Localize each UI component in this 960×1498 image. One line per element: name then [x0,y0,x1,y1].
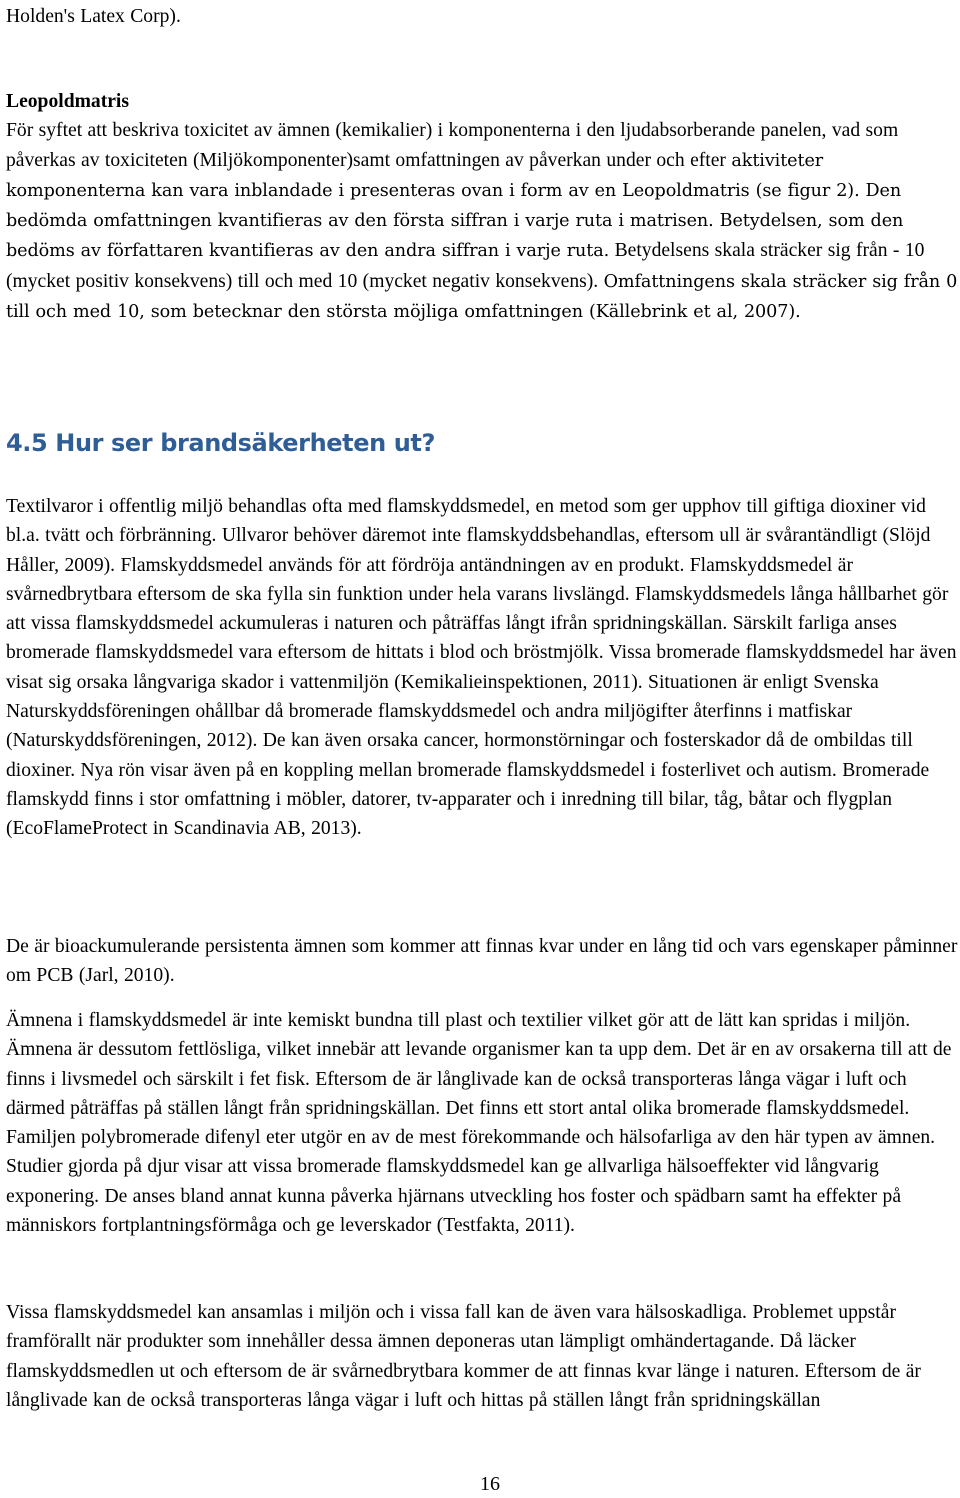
leopold-title: Leopoldmatris [6,91,130,112]
leopold-text-a: För syftet att beskriva toxicitet av ämnen (kemikalier) i komponenterna i den ljudabsorberande panelen, vad som påverkas av toxiciteten (Miljökomponenter)samt omfattningen av påverkan under och efter [6,120,899,171]
paragraph-1: Textilvaror i offentlig miljö behandlas ofta med flamskyddsmedel, en metod som ger upphov till giftiga dioxiner vid bl.a. tvätt och förbränning. Ullvaror behöver däremot inte flamskyddsbehandlas, eftersom ull är svårantändligt (Slöjd Håller, 2009). Flamskyddsmedel används för att fördröja antändningen av en produkt. Flamskyddsmedel är svårnedbrytbara eftersom de ska fylla sin funktion under hela varans livslängd. Flamskyddsmedels långa hållbarhet gör att vissa flamskyddsmedel ackumuleras i naturen och påträffas långt ifrån spridningskällan. Särskilt farliga anses bromerade flamskyddsmedel vara eftersom de hittats i blod och bröstmjölk. Vissa bromerade flamskyddsmedel har även visat sig orsaka långvariga skador i vattenmiljön (Kemikalieinspektionen, 2011). Situationen är enligt Svenska Naturskyddsföreningen ohållbar då bromerade flamskyddsmedel och andra miljögifter återfinns i matfiskar (Naturskyddsföreningen, 2012). De kan även orsaka cancer, hormonstörningar och fosterskador då de ombildas till dioxiner. Nya rön visar även på en koppling mellan bromerade flamskyddsmedel i fosterlivet och autism. Bromerade flamskydd finns i stor omfattning i möbler, datorer, tv-apparater och i inredning till bilar, tåg, båtar och flygplan (EcoFlameProtect in Scandinavia AB, 2013). [6,496,957,840]
section-heading: 4.5 Hur ser brandsäkerheten ut? [6,429,436,457]
leopold-text-d: Omfattningens skala sträcker sig från 0 till och med 10, som betecknar den största möjliga omfattningen (Källebrink et al, 2007). [6,271,958,323]
leopold-text-c: Betydelsens skala sträcker sig från - 10 (mycket positiv konsekvens) till och med 10 (mycket negativ konsekvens). [6,240,925,292]
page-number: 16 [480,1473,500,1495]
paragraph-4: Vissa flamskyddsmedel kan ansamlas i miljön och i vissa fall kan de även vara hälsoskadliga. Problemet uppstår framförallt när produkter som innehåller dessa ämnen deponeras utan lämpligt omhändertagande. Då läcker flamskyddsmedlen ut och eftersom de är svårnedbrytbara kommer de att finnas kvar länge i naturen. Eftersom de är långlivade kan de också transporteras långa vägar i luft och hittas på ställen långt från spridningskällan [6,1302,921,1411]
leopold-section [6,87,958,327]
leopold-text-b: aktiviteter komponenterna kan vara inblandade i presenteras ovan i form av en Leopoldmatris (se figur 2). Den bedömda omfattningen kvantifieras av den första siffran i varje ruta i matrisen. Betydelsen, som den bedöms av författaren kvantifieras av den andra siffran i varje ruta. [6,150,904,262]
paragraph-2: De är bioackumulerande persistenta ämnen som kommer att finnas kvar under en lång tid och vars egenskaper påminner om PCB (Jarl, 2010). [6,936,958,987]
paragraph-3: Ämnena i flamskyddsmedel är inte kemiskt bundna till plast och textilier vilket gör att de lätt kan spridas i miljön. Ämnena är dessutom fettlösliga, vilket innebär att levande organismer kan ta upp dem. Det är en av orsakerna till att de finns i livsmedel och särskilt i fet fisk. Eftersom de är långlivade kan de också transporteras långa vägar i luft och därmed påträffas på ställen långt från spridningskällan. Det finns ett stort antal olika bromerade flamskyddsmedel. Familjen polybromerade difenyl eter utgör en av de mest förekommande och hälsofarliga av den här typen av ämnen. Studier gjorda på djur visar att vissa bromerade flamskyddsmedel kan ge allvarliga hälsoeffekter vid långvarig exponering. De anses bland annat kunna påverka hjärnans utveckling hos foster och spädbarn samt ha effekter på människors fortplantningsförmåga och ge leverskador (Testfakta, 2011). [6,1010,952,1237]
header-text: Holden's Latex Corp). [6,6,181,27]
document-page [6,0,958,1498]
